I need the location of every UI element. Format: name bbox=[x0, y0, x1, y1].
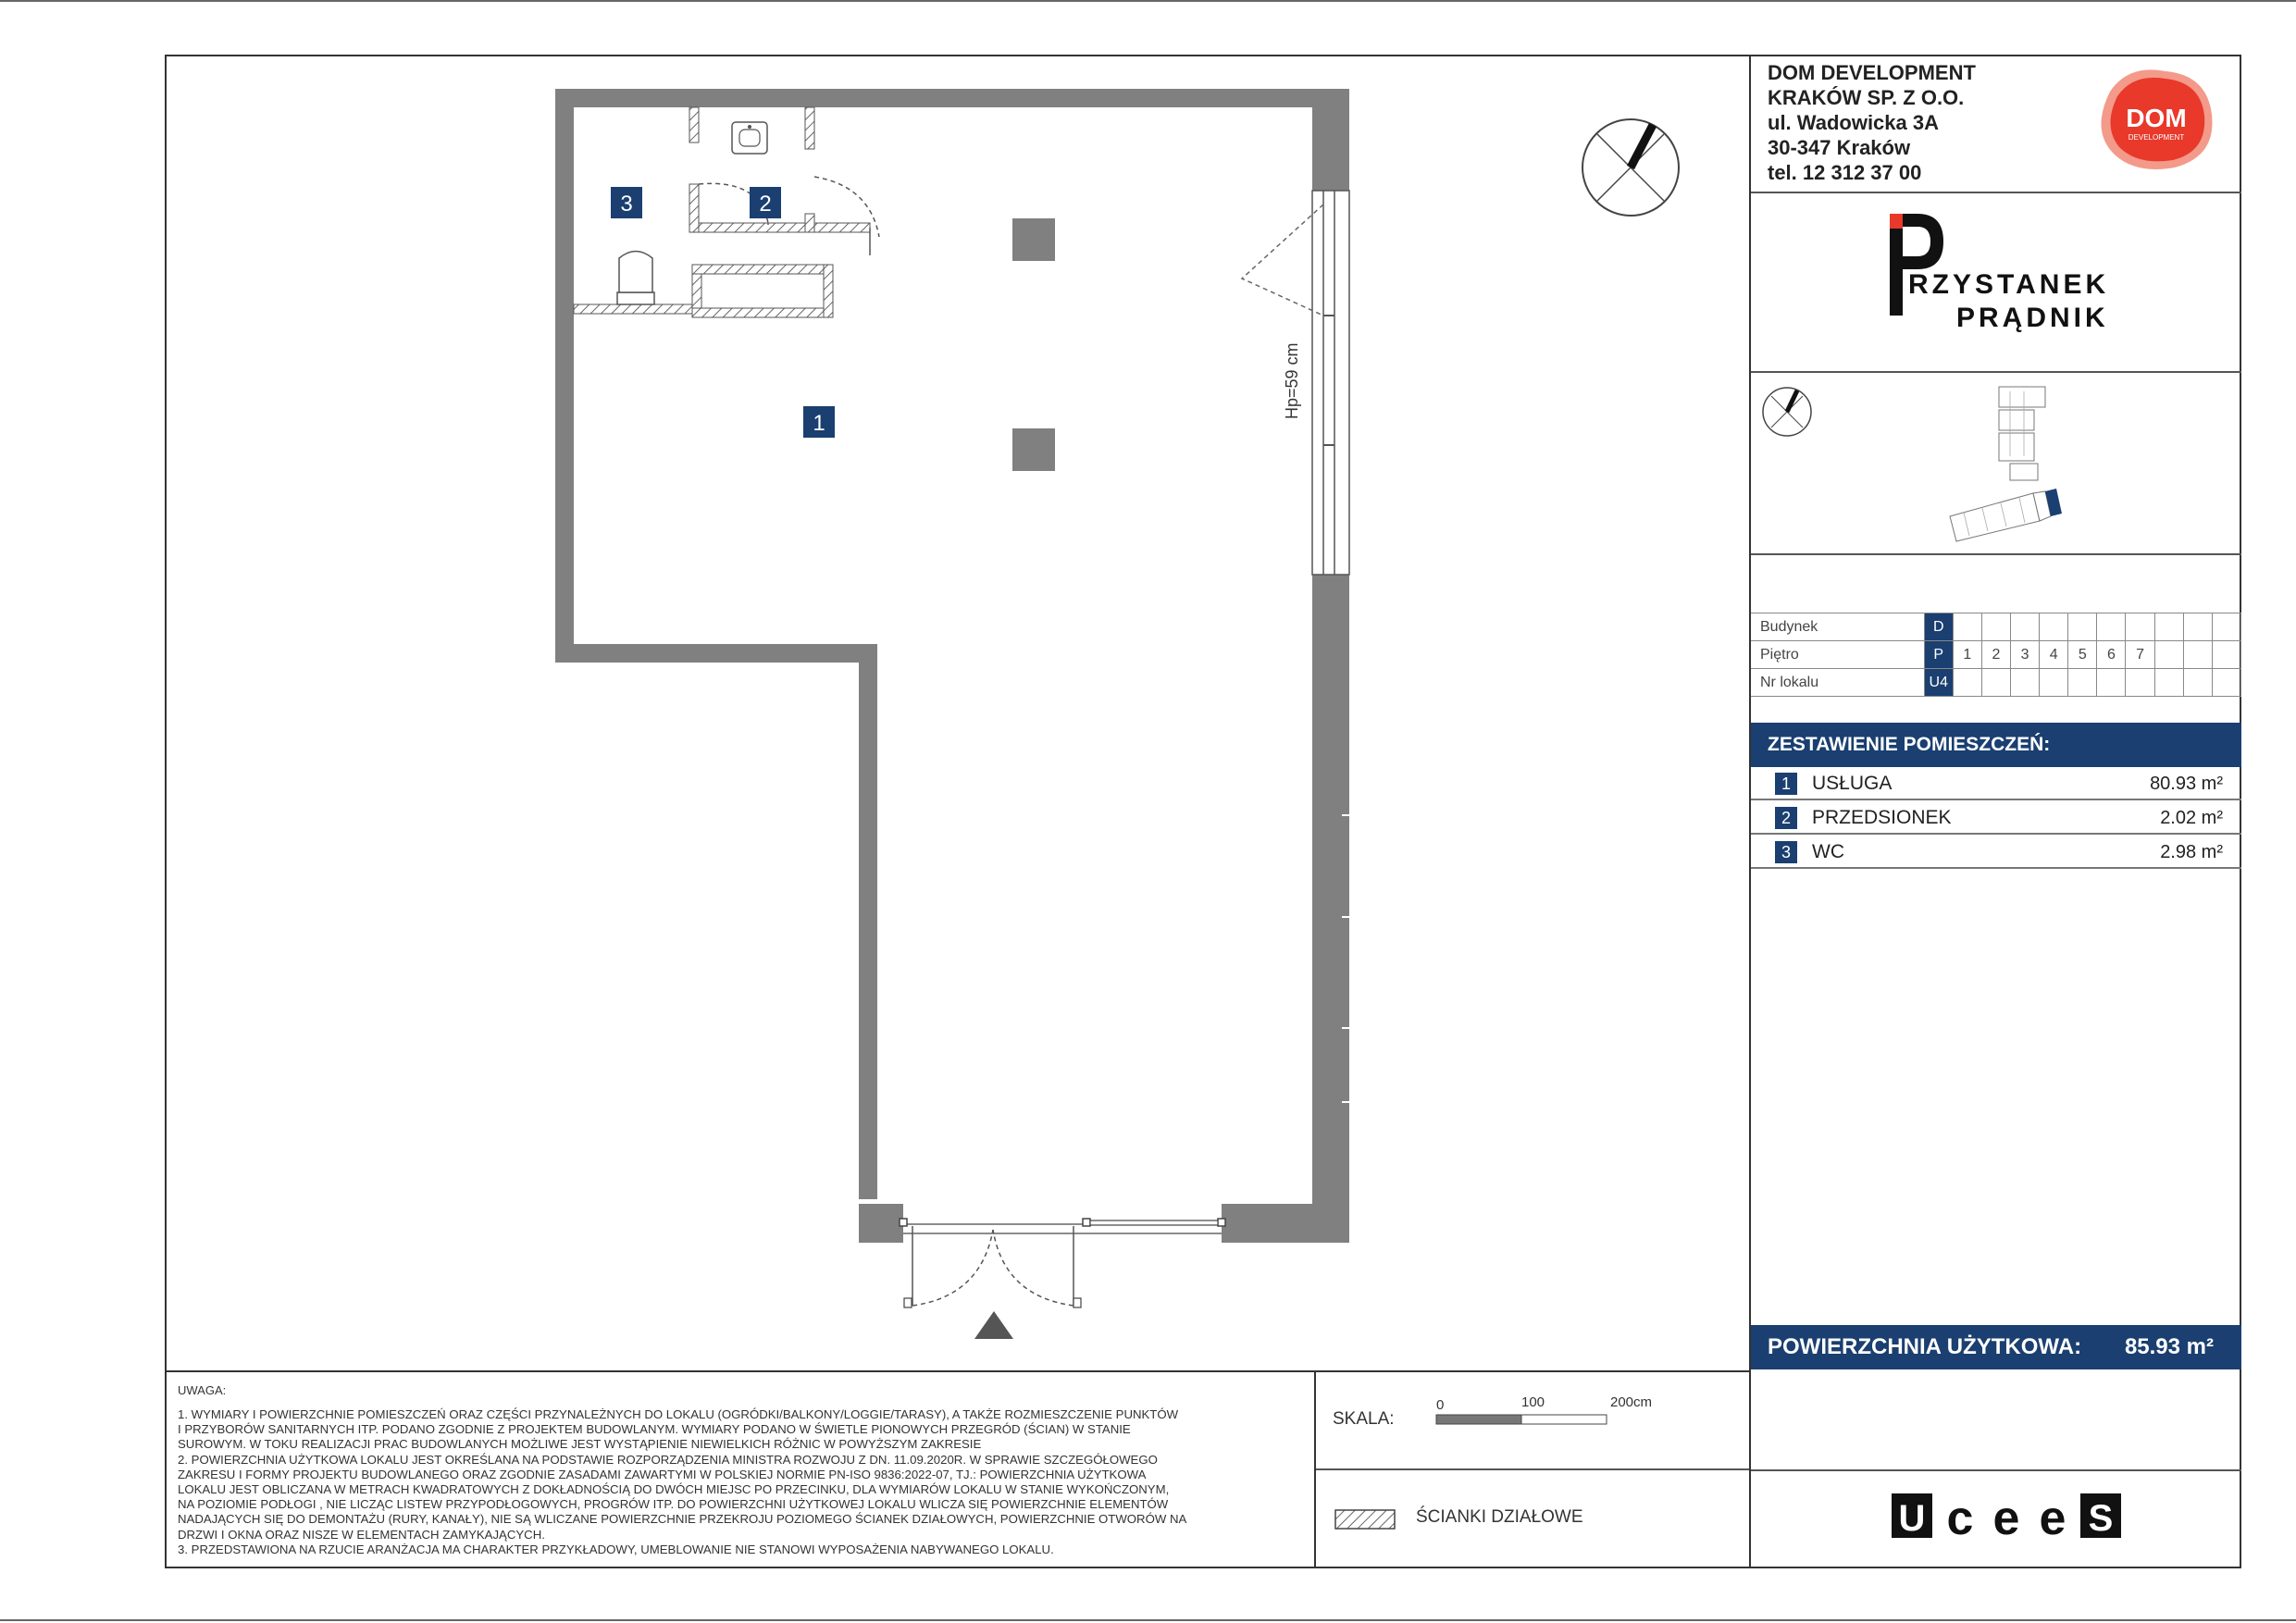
wall-bottom-left bbox=[859, 1204, 903, 1243]
info-cell bbox=[2154, 641, 2183, 669]
info-row-unit bbox=[1751, 669, 2241, 697]
note-line: ZAKRESU I FORMY PROJEKTU BUDOWLANEGO ORAZ ZGODNIE ZASADAMI ZAWARTYMI W POLSKIEJ NORMIE PN-ISO 9836:2022-07, TJ.: POWIERZCHNIA UŻYTKOWA bbox=[178, 1467, 1147, 1481]
info-cell bbox=[2183, 613, 2212, 641]
sink-icon bbox=[732, 122, 767, 154]
scale-tick-100: 100 bbox=[1521, 1394, 1545, 1410]
room-number: 3 bbox=[1775, 841, 1797, 863]
floor-plan bbox=[167, 56, 1749, 1370]
note-line: DRZWI I OKNA ORAZ NISZE W ELEMENTACH ZAMYKAJĄCYCH. bbox=[178, 1527, 545, 1542]
info-cell bbox=[2011, 669, 2040, 697]
info-cell bbox=[2097, 613, 2126, 641]
room-row bbox=[1751, 836, 2241, 869]
scale-legend-box bbox=[1314, 1370, 1749, 1567]
entrance-doors bbox=[900, 1219, 1225, 1307]
north-compass-icon bbox=[1582, 119, 1679, 216]
door-swings bbox=[699, 177, 879, 255]
entrance-arrow-icon bbox=[974, 1311, 1013, 1339]
brand-line-2: PRĄDNIK bbox=[1956, 303, 2109, 333]
info-cell bbox=[2154, 669, 2183, 697]
column-1 bbox=[1012, 218, 1055, 261]
room-number: 2 bbox=[1775, 807, 1797, 829]
wall-step bbox=[555, 644, 877, 663]
info-cell bbox=[2212, 613, 2240, 641]
info-cell bbox=[2183, 641, 2212, 669]
room-name: PRZEDSIONEK bbox=[1812, 807, 1952, 828]
scale-tick-200: 200cm bbox=[1610, 1394, 1653, 1410]
panel-separator bbox=[1751, 192, 2241, 193]
panel-separator bbox=[1751, 1469, 2241, 1471]
panel-separator bbox=[1751, 371, 2241, 373]
info-cell bbox=[1981, 613, 2010, 641]
dom-development-logo bbox=[2091, 64, 2221, 175]
unit-info-table bbox=[1751, 613, 2241, 697]
scale-bar bbox=[1409, 1391, 1686, 1446]
info-selected: D bbox=[1924, 613, 1953, 641]
partition-legend-swatch bbox=[1334, 1509, 1396, 1530]
room-name: WC bbox=[1812, 841, 1844, 862]
info-cell bbox=[2011, 613, 2040, 641]
info-cell bbox=[2068, 613, 2097, 641]
room-name: USŁUGA bbox=[1812, 773, 1893, 794]
info-cell bbox=[2040, 613, 2068, 641]
wall-left-lower bbox=[859, 644, 877, 1199]
info-row-floor bbox=[1751, 641, 2241, 669]
site-compass-icon bbox=[1760, 385, 1814, 439]
note-line: 3. PRZEDSTAWIONA NA RZUCIE ARANŻACJA MA CHARAKTER PRZYKŁADOWY, UMEBLOWANIE NIE STANOWI WYPOSAŻENIA NABYWANEGO LOKALU. bbox=[178, 1542, 1054, 1556]
info-cell bbox=[2212, 641, 2240, 669]
ucees-letter-s: S bbox=[2088, 1498, 2114, 1539]
company-line: ul. Wadowicka 3A bbox=[1768, 111, 1940, 134]
room-area: 2.98 m² bbox=[2160, 842, 2223, 862]
total-value: 85.93 m² bbox=[2124, 1334, 2214, 1359]
panel-separator bbox=[1751, 553, 2241, 555]
info-cell bbox=[2183, 669, 2212, 697]
note-line: I PRZYBORÓW SANITARNYCH ITP. PODANO ZGODNIE Z PROJEKTEM BUDOWLANYM. WYMIARY PODANO W ŚWIETLE PIONOWYCH PRZEGRÓD (ŚCIAN) W STANIE bbox=[178, 1422, 1131, 1437]
info-cell bbox=[2097, 669, 2126, 697]
info-cell: 6 bbox=[2097, 641, 2126, 669]
total-label: POWIERZCHNIA UŻYTKOWA: bbox=[1768, 1334, 2082, 1359]
info-cell bbox=[2126, 613, 2154, 641]
info-selected: P bbox=[1924, 641, 1953, 669]
info-panel bbox=[1749, 56, 2241, 1567]
info-cell bbox=[2154, 613, 2183, 641]
company-line: 30-347 Kraków bbox=[1768, 136, 1911, 159]
info-label: Piętro bbox=[1751, 641, 1924, 669]
company-line: tel. 12 312 37 00 bbox=[1768, 161, 1922, 184]
info-cell bbox=[2212, 669, 2240, 697]
company-address bbox=[1768, 60, 1976, 185]
scale-tick-0: 0 bbox=[1436, 1397, 1445, 1413]
room-row bbox=[1751, 767, 2241, 800]
note-line: LOKALU JEST OBLICZANA W METRACH KWADRATOWYCH Z DOKŁADNOŚCIĄ DO DWÓCH MIEJSC PO PRZECINKU, DLA WYMIARÓW LOKALU W STANIE WYKOŃCZONYM, bbox=[178, 1482, 1170, 1497]
top-border-line bbox=[0, 0, 2296, 2]
wall-left-upper bbox=[555, 89, 574, 663]
room-number: 1 bbox=[1775, 773, 1797, 795]
info-label: Budynek bbox=[1751, 613, 1924, 641]
scale-label: SKALA: bbox=[1333, 1409, 1395, 1429]
info-cell bbox=[1981, 669, 2010, 697]
przystanek-pradnik-logo bbox=[1890, 214, 2112, 333]
wall-right-lower bbox=[1312, 575, 1349, 1243]
ucees-letter-e1: e bbox=[1992, 1492, 2020, 1543]
note-line: NA POZIOMIE PODŁOGI , NIE LICZĄC LISTEW PRZYPODŁOGOWYCH, PROGRÓW ITP. DO POWIERZCHNI UŻYTKOWEJ LOKALU WLICZA SIĘ POWIERZCHNIE ELEMENTÓW bbox=[178, 1497, 1169, 1512]
info-cell: 7 bbox=[2126, 641, 2154, 669]
info-cell: 3 bbox=[2011, 641, 2040, 669]
info-cell bbox=[1953, 669, 1981, 697]
info-cell bbox=[2126, 669, 2154, 697]
info-cell bbox=[2040, 669, 2068, 697]
dom-logo-subtext: DEVELOPMENT bbox=[2128, 133, 2185, 142]
wall-top bbox=[555, 89, 1349, 107]
info-selected: U4 bbox=[1924, 669, 1953, 697]
info-cell: 5 bbox=[2068, 641, 2097, 669]
ucees-letter-u: U bbox=[1898, 1498, 1926, 1539]
ucees-letter-e2: e bbox=[2039, 1492, 2066, 1543]
partition-legend-label: ŚCIANKI DZIAŁOWE bbox=[1416, 1507, 1583, 1527]
room-label-3: 3 bbox=[620, 192, 633, 217]
note-line: 2. POWIERZCHNIA UŻYTKOWA LOKALU JEST OKREŚLANA NA PODSTAWIE ROZPORZĄDZENIA MINISTRA ROZWOJU Z DN. 11.09.2020R. W SPRAWIE SZCZEGÓŁOWEGO bbox=[178, 1452, 1158, 1467]
total-usable-area bbox=[1751, 1325, 2241, 1369]
info-cell bbox=[2068, 669, 2097, 697]
info-row-building bbox=[1751, 613, 2241, 641]
notes-text bbox=[178, 1407, 1311, 1557]
ucees-logo bbox=[1890, 1488, 2130, 1543]
ucees-letter-c: c bbox=[1946, 1492, 1974, 1543]
rooms-summary-title: ZESTAWIENIE POMIESZCZEŃ: bbox=[1751, 723, 2241, 767]
note-line: 1. WYMIARY I POWIERZCHNIE POMIESZCZEŃ ORAZ CZĘŚCI PRZYNALEŻNYCH DO LOKALU (OGRÓDKI/BALKONY/LOGGIE/TARASY), A TAKŻE ROZMIESZCZENIE PUNKTÓW bbox=[178, 1407, 1179, 1421]
room-area: 80.93 m² bbox=[2150, 774, 2223, 794]
info-cell: 2 bbox=[1981, 641, 2010, 669]
note-line: SUROWYM. W TOKU REALIZACJI PRAC BUDOWLANYCH MOŻLIWE JEST WYSTĄPIENIE NIEWIELKICH RÓŻNIC W POWYŻSZYM ZAKRESIE bbox=[178, 1437, 982, 1452]
company-line: KRAKÓW SP. Z O.O. bbox=[1768, 86, 1965, 109]
notes-section bbox=[167, 1370, 1314, 1567]
toilet-icon bbox=[617, 252, 654, 305]
wall-right-top bbox=[1312, 89, 1349, 191]
bottom-border-line bbox=[0, 1619, 2296, 1621]
height-note: Hp=59 cm bbox=[1283, 342, 1301, 419]
company-line: DOM DEVELOPMENT bbox=[1768, 61, 1976, 84]
info-cell: 1 bbox=[1953, 641, 1981, 669]
room-label-1: 1 bbox=[813, 411, 825, 436]
brand-line-1: RZYSTANEK bbox=[1908, 269, 2110, 300]
note-line: NADAJĄCYCH SIĘ DO DEMONTAŻU (RURY, KANAŁY), NIE SĄ WLICZANE POWIERZCHNIE PRZEKROJU POZIOMEGO ŚCIANEK DZIAŁOWYCH, POWIERZCHNIE OTWORÓW NA bbox=[178, 1512, 1187, 1527]
info-cell: 4 bbox=[2040, 641, 2068, 669]
site-key-map bbox=[1945, 382, 2075, 553]
info-cell bbox=[1953, 613, 1981, 641]
notes-title: UWAGA: bbox=[178, 1383, 227, 1397]
info-label: Nr lokalu bbox=[1751, 669, 1924, 697]
column-2 bbox=[1012, 428, 1055, 471]
floor-plan-sheet bbox=[165, 55, 2241, 1568]
outer-walls bbox=[555, 89, 1349, 1243]
room-area: 2.02 m² bbox=[2160, 808, 2223, 828]
room-label-2: 2 bbox=[759, 192, 772, 217]
scale-separator bbox=[1316, 1468, 1749, 1470]
room-row bbox=[1751, 801, 2241, 835]
dom-logo-text: DOM bbox=[2126, 104, 2187, 132]
